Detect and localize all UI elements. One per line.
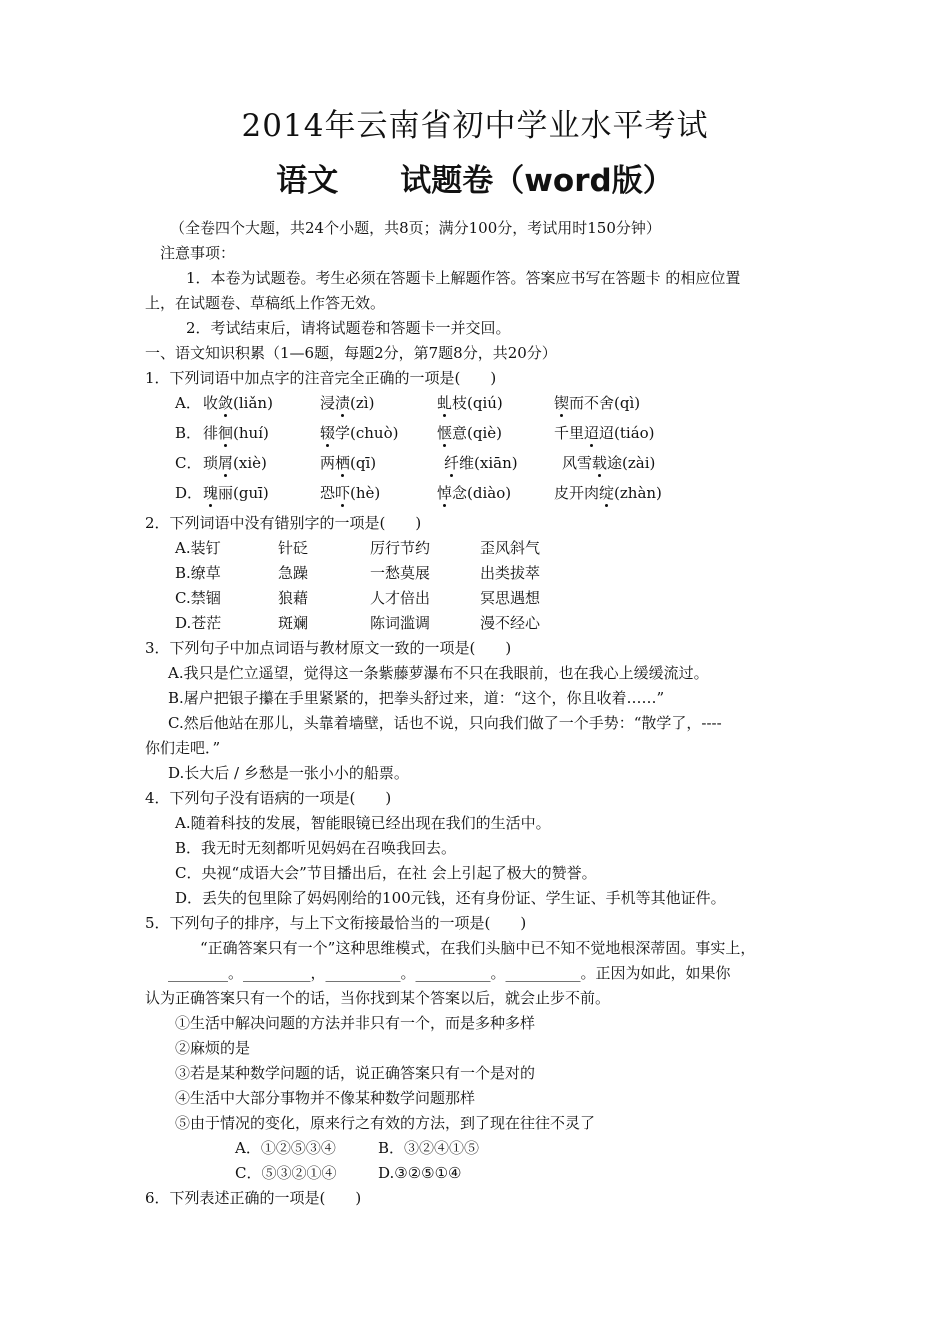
q1-a-item-3: 虬枝(qiú)	[437, 394, 503, 412]
q1-option-label: D．	[175, 484, 203, 502]
q2-option-d-4: 漫不经心	[480, 614, 541, 632]
emphasis-dot-char: 吓	[335, 484, 351, 502]
q1-b-item-3: 惬意(qiè)	[437, 424, 502, 442]
q1-d-item-4: 皮开肉绽(zhàn)	[554, 484, 662, 502]
emphasis-dot-char: 栖	[335, 454, 351, 472]
q5-option-d: D.③②⑤①④	[378, 1164, 462, 1182]
notice-item-1: 1．本卷为试题卷。考生必须在答题卡上解题作答。答案应书写在答题卡 的相应位置	[186, 269, 741, 287]
emphasis-dot-char: 辍	[320, 424, 336, 442]
q4-option-a: A.随着科技的发展，智能眼镜已经出现在我们的生活中。	[175, 814, 551, 832]
q3-option-c: C.然后他站在那儿，头靠着墙壁，话也不说，只向我们做了一个手势：“散学了，----	[168, 714, 722, 732]
q2-option-a-3: 厉行节约	[370, 539, 431, 557]
question-5-stem: 5．下列句子的排序，与上下文衔接最恰当的一项是( )	[145, 914, 527, 932]
q1-option-label: C．	[175, 454, 202, 472]
q4-option-c: C．央视“成语大会”节目播出后，在社 会上引起了极大的赞誉。	[175, 864, 597, 882]
emphasis-dot-char: 惬	[437, 424, 453, 442]
q2-option-b-3: 一愁莫展	[370, 564, 431, 582]
emphasis-dot-char: 瑰	[203, 484, 219, 502]
q2-option-b-2: 急躁	[278, 564, 309, 582]
q3-option-a: A.我只是伫立遥望，觉得这一条紫藤萝瀑布不只在我眼前，也在我心上缓缓流过。	[168, 664, 709, 682]
q5-option-c: C．⑤③②①④	[235, 1164, 337, 1182]
q1-c-item-4: 风雪载途(zài)	[562, 454, 656, 472]
q5-sentence-5: ⑤由于情况的变化，原来行之有效的方法，到了现在往往不灵了	[175, 1114, 596, 1132]
q1-c-item-1: 琐屑(xiè)	[203, 454, 267, 472]
question-3-stem: 3．下列句子中加点词语与教材原文一致的一项是( )	[145, 639, 512, 657]
q1-a-item-2: 浸渍(zì)	[320, 394, 375, 412]
q2-option-a-2: 针砭	[278, 539, 309, 557]
question-1-stem: 1．下列词语中加点字的注音完全正确的一项是( )	[145, 369, 497, 387]
q2-option-d-1: D.苍茫	[175, 614, 222, 632]
q1-option-label: B．	[175, 424, 202, 442]
q4-option-b: B．我无时无刻都听见妈妈在召唤我回去。	[175, 839, 457, 857]
notice-item-1-cont: 上，在试题卷、草稿纸上作答无效。	[145, 294, 386, 312]
q1-b-item-2: 辍学(chuò)	[320, 424, 399, 442]
q4-option-d: D．丢失的包里除了妈妈刚给的100元钱，还有身份证、学生证、手机等其他证件。	[175, 889, 726, 907]
q1-d-item-2: 恐吓(hè)	[320, 484, 381, 502]
emphasis-dot-char: 纤	[444, 454, 460, 472]
notice-label: 注意事项：	[160, 244, 236, 262]
q5-option-b: B．③②④①⑤	[378, 1139, 480, 1157]
q2-option-c-4: 冥思遇想	[480, 589, 541, 607]
q1-a-item-1: 收敛(liǎn)	[203, 394, 273, 412]
q2-option-b-4: 出类拔萃	[480, 564, 541, 582]
q2-option-c-1: C.禁锢	[175, 589, 221, 607]
q1-c-item-3: 纤维(xiān)	[444, 454, 518, 472]
q3-option-b: B.屠户把银子攥在手里紧紧的，把拳头舒过来，道：“这个，你且收着……”	[168, 689, 665, 707]
q5-sentence-2: ②麻烦的是	[175, 1039, 251, 1057]
emphasis-dot-char: 绽	[599, 484, 615, 502]
emphasis-dot-char: 敛	[218, 394, 234, 412]
q1-d-item-1: 瑰丽(guī)	[203, 484, 269, 502]
q3-option-c-cont: 你们走吧．”	[145, 739, 221, 757]
question-6-stem: 6．下列表述正确的一项是( )	[145, 1189, 362, 1207]
emphasis-dot-char: 屑	[218, 454, 234, 472]
q5-sentence-1: ①生活中解决问题的方法并非只有一个，而是多种多样	[175, 1014, 536, 1032]
q1-b-item-1: 徘徊(huí)	[203, 424, 269, 442]
q1-b-item-4: 千里迢迢(tiáo)	[554, 424, 655, 442]
notice-item-2: 2．考试结束后，请将试题卷和答题卡一并交回。	[186, 319, 511, 337]
q5-passage-line-2: ________。_________，__________。__________。__________。正因为如此，如果你	[168, 964, 731, 982]
q2-option-c-2: 狼藉	[278, 589, 309, 607]
emphasis-dot-char: 迢	[584, 424, 600, 442]
q2-option-d-3: 陈词滥调	[370, 614, 431, 632]
question-4-stem: 4．下列句子没有语病的一项是( )	[145, 789, 392, 807]
exam-title: 2014年云南省初中学业水平考试	[241, 108, 709, 144]
q5-sentence-4: ④生活中大部分事物并不像某种数学问题那样	[175, 1089, 476, 1107]
q5-option-a: A．①②⑤③④	[235, 1139, 336, 1157]
section-heading-1: 一、语文知识积累（1—6题，每题2分，第7题8分，共20分）	[145, 344, 557, 362]
emphasis-dot-char: 锲	[554, 394, 570, 412]
q2-option-d-2: 斑斓	[278, 614, 309, 632]
emphasis-dot-char: 载	[592, 454, 608, 472]
q5-sentence-3: ③若是某种数学问题的话，说正确答案只有一个是对的	[175, 1064, 536, 1082]
q5-passage-line-1: “正确答案只有一个”这种思维模式，在我们头脑中已不知不觉地根深蒂固。事实上，	[200, 939, 756, 957]
question-2-stem: 2．下列词语中没有错别字的一项是( )	[145, 514, 422, 532]
exam-subtitle: 语文 试题卷（word版）	[276, 163, 674, 199]
emphasis-dot-char: 虬	[437, 394, 453, 412]
q1-a-item-4: 锲而不舍(qì)	[554, 394, 641, 412]
q1-c-item-2: 两栖(qī)	[320, 454, 377, 472]
q2-option-b-1: B.缭草	[175, 564, 221, 582]
q3-option-d: D.长大后 / 乡愁是一张小小的船票。	[168, 764, 409, 782]
emphasis-dot-char: 渍	[335, 394, 351, 412]
emphasis-dot-char: 徊	[218, 424, 234, 442]
exam-intro: （全卷四个大题，共24个小题，共8页；满分100分，考试用时150分钟）	[170, 219, 661, 237]
q5-passage-line-3: 认为正确答案只有一个的话，当你找到某个答案以后，就会止步不前。	[145, 989, 611, 1007]
q2-option-a-4: 歪风斜气	[480, 539, 541, 557]
emphasis-dot-char: 悼	[437, 484, 453, 502]
q1-option-label: A．	[175, 394, 201, 412]
q1-d-item-3: 悼念(diào)	[437, 484, 512, 502]
q2-option-c-3: 人才倍出	[370, 589, 431, 607]
q2-option-a-1: A.装钉	[175, 539, 221, 557]
